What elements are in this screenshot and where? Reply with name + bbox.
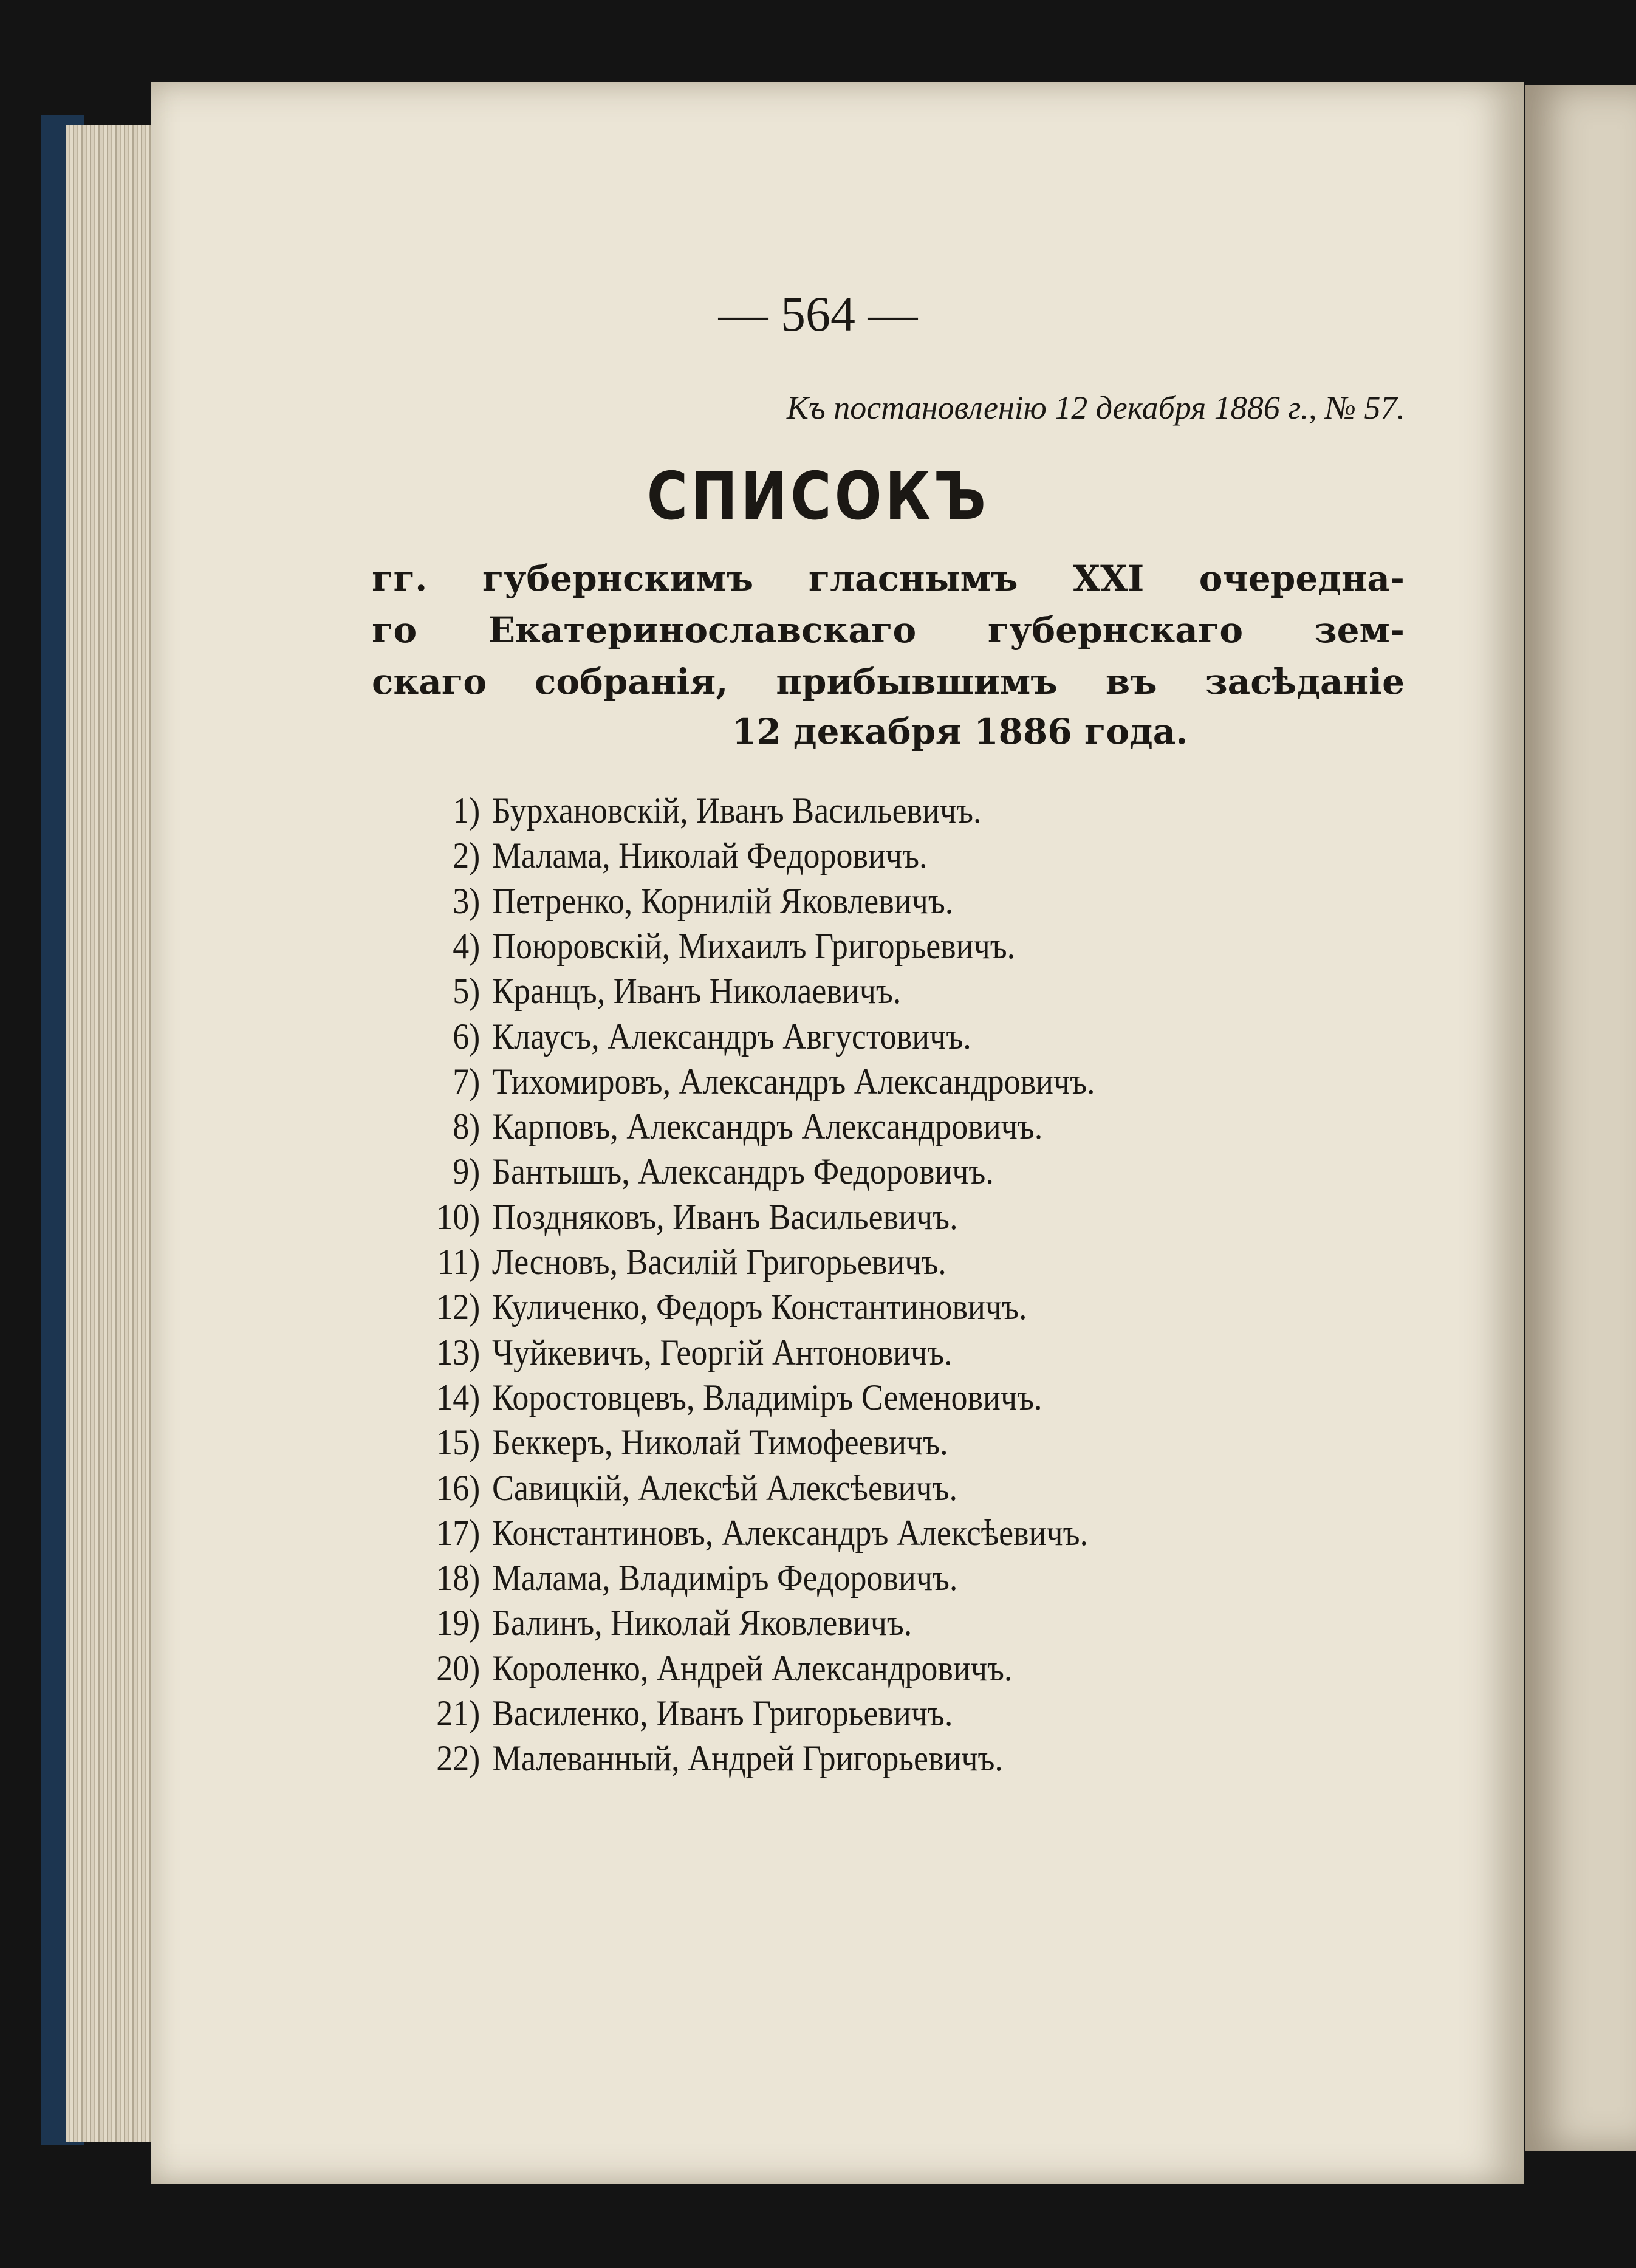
list-item: [383, 1648, 1012, 1690]
list-item-name: Малеванный, Андрей Григорьевичъ.: [492, 1738, 1003, 1779]
list-item: [383, 1738, 1003, 1780]
list-item-number: 15): [436, 1422, 481, 1463]
list-item: [383, 1377, 1042, 1419]
list-item-name: Балинъ, Николай Яковлевичъ.: [492, 1603, 912, 1643]
list-item: [383, 1467, 957, 1509]
list-item-name: Поздняковъ, Иванъ Васильевичъ.: [492, 1196, 958, 1237]
list-item-name: Петренко, Корнилій Яковлевичъ.: [492, 880, 954, 921]
list-item: [383, 1016, 971, 1058]
list-item: [383, 1196, 958, 1238]
subtitle-line: скаго собранія, прибывшимъ въ засѣданіе: [372, 661, 1405, 702]
list-item-name: Василенко, Иванъ Григорьевичъ.: [492, 1693, 953, 1733]
list-item-number: 18): [436, 1558, 481, 1598]
list-item: [383, 1241, 946, 1283]
list-item: [383, 880, 953, 922]
list-item-number: 20): [436, 1648, 481, 1688]
list-item-number: 11): [437, 1242, 481, 1282]
list-item: [383, 1151, 994, 1193]
list-item-number: 13): [436, 1332, 481, 1372]
list-item: [383, 1106, 1042, 1148]
list-item-name: Кранцъ, Иванъ Николаевичъ.: [492, 971, 902, 1012]
list-item-number: 22): [436, 1738, 481, 1779]
list-item-number: 6): [453, 1016, 481, 1057]
list-item-name: Малама, Владиміръ Федоровичъ.: [492, 1558, 958, 1598]
list-item-number: 1): [453, 790, 481, 831]
list-item: [383, 925, 1015, 967]
page-number: — 564 —: [718, 286, 918, 341]
list-item-name: Малама, Николай Федоровичъ.: [492, 835, 928, 876]
facing-page-edge: [1525, 85, 1636, 2151]
list-item: [383, 1332, 953, 1374]
list-item: [383, 835, 928, 877]
list-item: [383, 790, 982, 832]
list-item-name: Тихомировъ, Александръ Александровичъ.: [492, 1061, 1095, 1101]
list-item: [383, 1512, 1088, 1554]
subtitle-line: гг. губернскимъ гласнымъ XXI очередна-: [372, 558, 1405, 599]
list-item-name: Бантышъ, Александръ Федоровичъ.: [492, 1151, 994, 1192]
list-item: [383, 1602, 912, 1644]
list-item-number: 2): [453, 835, 481, 876]
subtitle-line: го Екатеринославскаго губернскаго зем-: [372, 609, 1405, 651]
list-item-name: Клаусъ, Александръ Августовичъ.: [492, 1016, 971, 1057]
list-item: [383, 1286, 1027, 1328]
list-item-name: Куличенко, Федоръ Константиновичъ.: [492, 1287, 1027, 1328]
list-item: [383, 1693, 953, 1735]
list-item-number: 16): [436, 1467, 481, 1508]
list-item-number: 3): [453, 880, 481, 921]
list-item-number: 19): [436, 1603, 481, 1643]
list-item-number: 21): [436, 1693, 481, 1733]
list-item-name: Беккеръ, Николай Тимофеевичъ.: [492, 1422, 948, 1463]
list-item-number: 17): [436, 1512, 481, 1553]
subtitle-line: 12 декабря 1886 года.: [732, 711, 1188, 752]
list-item-name: Карповъ, Александръ Александровичъ.: [492, 1106, 1043, 1147]
list-item-name: Чуйкевичъ, Георгій Антоновичъ.: [492, 1332, 953, 1372]
list-item-name: Лесновъ, Василій Григорьевичъ.: [492, 1242, 946, 1282]
list-item: [383, 1061, 1095, 1103]
list-item-number: 4): [453, 925, 481, 966]
list-item-name: Константиновъ, Александръ Алексѣевичъ.: [492, 1512, 1089, 1553]
header-note: Къ постановленію 12 декабря 1886 г., № 57.: [786, 389, 1405, 426]
list-item: [383, 1422, 948, 1464]
page-title: СПИСОКЪ: [646, 459, 990, 535]
list-item-number: 7): [453, 1061, 481, 1101]
list-item-number: 8): [453, 1106, 481, 1147]
list-item-number: 9): [453, 1151, 481, 1192]
list-item-name: Бурхановскій, Иванъ Васильевичъ.: [492, 790, 982, 831]
list-item-number: 10): [436, 1196, 481, 1237]
list-item: [383, 1557, 957, 1599]
list-item-name: Короленко, Андрей Александровичъ.: [492, 1648, 1013, 1688]
list-item-name: Поюровскій, Михаилъ Григорьевичъ.: [492, 925, 1016, 966]
page-stack-edges: [66, 125, 163, 2142]
list-item-number: 12): [436, 1287, 481, 1328]
list-item-name: Савицкій, Алексѣй Алексѣевичъ.: [492, 1467, 957, 1508]
list-item: [383, 970, 901, 1012]
list-item-number: 14): [436, 1377, 481, 1417]
list-item-number: 5): [453, 971, 481, 1012]
list-item-name: Коростовцевъ, Владиміръ Семеновичъ.: [492, 1377, 1042, 1417]
